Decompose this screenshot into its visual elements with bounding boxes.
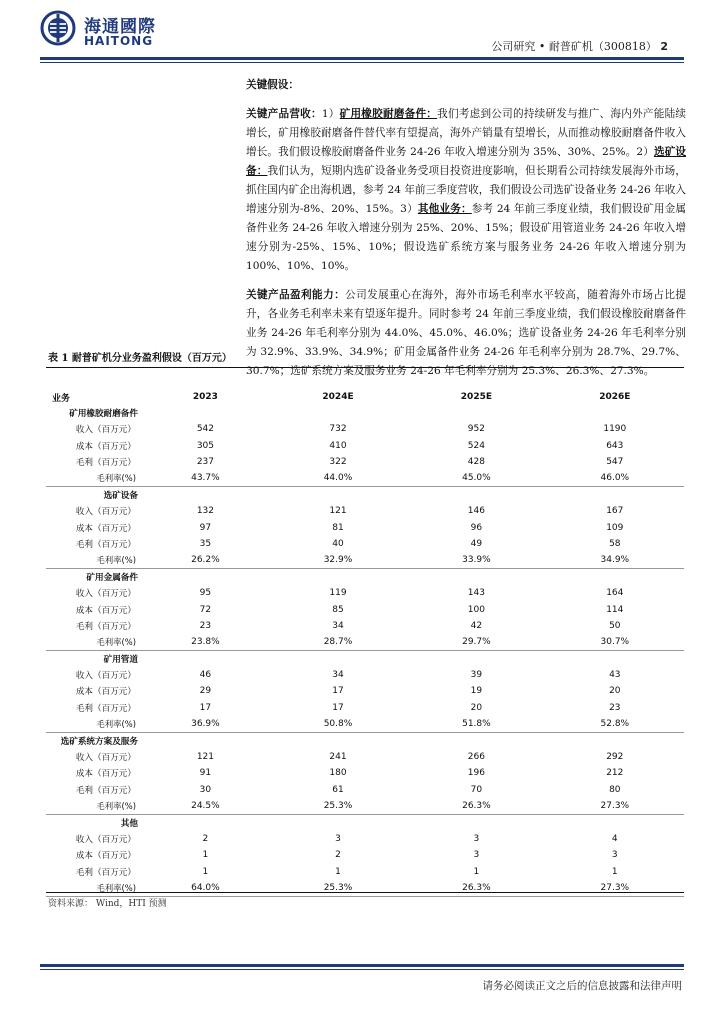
- table-empty-cell: [407, 405, 545, 421]
- table-cell: 1: [611, 866, 618, 877]
- table-row-label: 收入（百万元）: [75, 507, 136, 518]
- table-row-label: 成本（百万元）: [75, 605, 136, 616]
- table-cell: 100: [467, 604, 485, 615]
- table-section-name: 选矿系统方案及服务: [60, 737, 138, 748]
- table-cell: 322: [329, 456, 347, 467]
- table-cell: 114: [606, 604, 624, 615]
- table-cell: 196: [467, 768, 485, 779]
- table-empty-cell: [546, 569, 684, 586]
- table-cell: 85: [332, 604, 344, 615]
- table-row: [46, 470, 684, 487]
- table-cell: 17: [332, 702, 344, 713]
- segment-equipment-label: 选矿设备：: [246, 146, 686, 177]
- table-cell: 58: [609, 538, 621, 549]
- table-cell: 72: [199, 604, 212, 615]
- table-title: 表 1 耐普矿机分业务盈利假设（百万元）: [48, 353, 232, 364]
- table-cell: 121: [196, 752, 214, 763]
- table-cell: 46.0%: [546, 470, 684, 487]
- table-empty-cell: [269, 651, 407, 668]
- table-empty-cell: [142, 814, 269, 831]
- table-empty-cell: [142, 732, 269, 749]
- table-cell: 26.2%: [142, 552, 269, 569]
- table-cell: 26.3%: [407, 880, 545, 897]
- table-cell: 64.0%: [142, 880, 269, 897]
- haitong-logo-icon: [40, 10, 76, 46]
- table-row-label: 毛利率(%): [46, 634, 142, 651]
- table-cell: 51.8%: [407, 716, 545, 733]
- header-rule: [40, 57, 684, 60]
- table-cell: 96: [470, 522, 483, 533]
- table-row: [46, 667, 684, 683]
- table-cell: 97: [199, 522, 212, 533]
- table-row-label: 收入（百万元）: [75, 589, 136, 600]
- table-row: [46, 683, 684, 699]
- table-cell: 35: [199, 538, 212, 549]
- table-top-rule: [46, 367, 684, 368]
- table-empty-cell: [269, 405, 407, 421]
- table-cell: 2: [202, 834, 209, 845]
- table-row-label: 毛利（百万元）: [75, 703, 136, 714]
- table-cell: 428: [467, 456, 485, 467]
- table-section-row: [46, 651, 684, 668]
- header-doc-info: [491, 38, 668, 54]
- table-section-row: [46, 732, 684, 749]
- table-row: [46, 552, 684, 569]
- table-row-label: 毛利（百万元）: [75, 867, 136, 878]
- table-row: [46, 618, 684, 634]
- table-cell: 70: [470, 784, 483, 795]
- segment-other-label: 其他业务：: [417, 203, 472, 215]
- table-cell: 27.3%: [546, 798, 684, 815]
- table-header-cell: 业务: [52, 393, 71, 404]
- assumptions-section: [246, 76, 686, 391]
- table-cell: 20: [470, 702, 483, 713]
- table-cell: 524: [467, 440, 485, 451]
- table-empty-cell: [407, 487, 545, 504]
- table-empty-cell: [269, 814, 407, 831]
- table-cell: 23: [199, 620, 212, 631]
- table-cell: 212: [606, 768, 624, 779]
- table-row: [46, 503, 684, 519]
- table-cell: 23: [609, 702, 621, 713]
- table-cell: 27.3%: [546, 880, 684, 897]
- table-row: [46, 634, 684, 651]
- table-cell: 241: [329, 752, 347, 763]
- table-cell: 2: [335, 850, 341, 861]
- revenue-text-b: 我们考虑到公司的持续研发与推广、海内外产能陆续增长，矿用橡胶耐磨备件替代率有望提高，海外产销量有望增长，从而推动橡胶耐磨备件收入增长。我们假设橡胶耐磨备件业务 24-26 年收入增速分别为 35%、30%、25%。2）: [246, 108, 687, 158]
- table-cell: 305: [196, 440, 214, 451]
- table-section-row: [46, 487, 684, 504]
- table-cell: 4: [611, 834, 618, 845]
- table-cell: 46: [199, 670, 212, 681]
- table-section-name: 矿用橡胶耐磨备件: [69, 409, 138, 420]
- table-row-label: 毛利率(%): [46, 716, 142, 733]
- table-cell: 732: [329, 424, 347, 435]
- table-row: [46, 536, 684, 552]
- table-section-name: 其他: [120, 818, 138, 829]
- table-cell: 17: [332, 686, 344, 697]
- table-cell: 91: [199, 768, 212, 779]
- table-header-row: [46, 389, 684, 405]
- table-cell: 410: [329, 440, 347, 451]
- segment-profit-table: [46, 389, 684, 897]
- table-source: 资料来源： Wind，HTI 预测: [48, 899, 167, 909]
- table-cell: 25.3%: [269, 798, 407, 815]
- table-cell: 180: [329, 768, 347, 779]
- table-cell: 547: [606, 456, 624, 467]
- table-cell: 1190: [603, 424, 627, 435]
- revenue-label: 关键产品营收：: [246, 108, 322, 120]
- table-empty-cell: [142, 651, 269, 668]
- table-empty-cell: [407, 732, 545, 749]
- segment-rubber-label: 矿用橡胶耐磨备件：: [339, 108, 438, 120]
- table-cell: 3: [335, 834, 341, 845]
- table-cell: 19: [470, 686, 483, 697]
- profit-label: 关键产品盈利能力：: [246, 289, 346, 301]
- table-row: [46, 438, 684, 454]
- table-cell: 32.9%: [269, 552, 407, 569]
- revenue-text-a: 1）: [321, 108, 340, 120]
- table-cell: 3: [473, 850, 480, 861]
- table-empty-cell: [407, 814, 545, 831]
- table-row-label: 成本（百万元）: [75, 851, 136, 862]
- table-cell: 50: [609, 620, 621, 631]
- table-row-label: 收入（百万元）: [75, 753, 136, 764]
- footer-rule-thin: [40, 969, 684, 970]
- table-row: [46, 765, 684, 781]
- table-row: [46, 831, 684, 847]
- table-cell: 20: [609, 686, 621, 697]
- table-row-label: 毛利率(%): [46, 552, 142, 569]
- table-cell: 28.7%: [269, 634, 407, 651]
- table-header-cell: 2026E: [599, 392, 631, 403]
- table-row: [46, 847, 684, 863]
- table-row-label: 毛利（百万元）: [75, 457, 136, 468]
- table-empty-cell: [546, 405, 684, 421]
- table-cell: 121: [329, 506, 347, 517]
- table-section-name: 矿用金属备件: [86, 573, 138, 584]
- table-cell: 40: [332, 538, 344, 549]
- table-cell: 43: [609, 670, 621, 681]
- table-cell: 81: [332, 522, 344, 533]
- table-empty-cell: [142, 569, 269, 586]
- table-row: [46, 601, 684, 617]
- table-cell: 30.7%: [546, 634, 684, 651]
- table-cell: 3: [473, 834, 480, 845]
- table-cell: 164: [606, 588, 624, 599]
- table-cell: 30: [199, 784, 212, 795]
- table-cell: 109: [606, 522, 624, 533]
- table-cell: 61: [332, 784, 344, 795]
- table-cell: 52.8%: [546, 716, 684, 733]
- table-empty-cell: [407, 569, 545, 586]
- table-row-label: 毛利（百万元）: [75, 785, 136, 796]
- table-cell: 29: [199, 686, 212, 697]
- revenue-paragraph: [246, 105, 686, 276]
- table-cell: 542: [196, 424, 214, 435]
- table-empty-cell: [546, 651, 684, 668]
- table-cell: 26.3%: [407, 798, 545, 815]
- table-header-cell: 2023: [192, 392, 218, 403]
- table-cell: 23.8%: [142, 634, 269, 651]
- table-cell: 266: [467, 752, 485, 763]
- table-cell: 146: [467, 506, 485, 517]
- table-empty-cell: [546, 732, 684, 749]
- table-row-label: 毛利率(%): [46, 798, 142, 815]
- table-cell: 29.7%: [407, 634, 545, 651]
- profit-text: 公司发展重心在海外，海外市场毛利率水平较高，随着海外市场占比提升，各业务毛利率未来有望逐年提升。同时参考 24 年前三季度业绩，我们假设橡胶耐磨备件业务 24-26 年毛利率分别为 44.0%、45.0%、46.0%；选矿设备业务 24-26 年毛利率分别为 32.9%、33.9%、34.9%；矿用金属备件业务 24-26 年毛利率分别为 28.7%、29.7%、30.7%；选矿系统方案及服务业务 24-26 年毛利率分别为 25.3%、26.3%、27.3%。: [246, 289, 686, 377]
- table-section-row: [46, 405, 684, 421]
- table-cell: 49: [470, 538, 483, 549]
- table-cell: 17: [199, 702, 212, 713]
- table-row-label: 毛利率(%): [46, 880, 142, 897]
- table-row: [46, 421, 684, 437]
- table-cell: 80: [609, 784, 621, 795]
- table-section-row: [46, 569, 684, 586]
- header-doc-type: 公司研究 • 耐普矿机（300818）: [491, 40, 657, 53]
- table-row-label: 成本（百万元）: [75, 441, 136, 452]
- table-bottom-rule: [46, 892, 684, 893]
- table-cell: 167: [606, 506, 624, 517]
- table-cell: 36.9%: [142, 716, 269, 733]
- table-cell: 50.8%: [269, 716, 407, 733]
- table-header-cell: 2024E: [322, 392, 354, 403]
- table-row-label: 收入（百万元）: [75, 835, 136, 846]
- table-cell: 45.0%: [407, 470, 545, 487]
- table-row: [46, 716, 684, 733]
- table-cell: 1: [335, 866, 341, 877]
- table-cell: 43.7%: [142, 470, 269, 487]
- table-row-label: 成本（百万元）: [75, 523, 136, 534]
- table-cell: 39: [470, 670, 483, 681]
- table-row-label: 毛利（百万元）: [75, 539, 136, 550]
- table-row-label: 毛利（百万元）: [75, 621, 136, 632]
- table-row: [46, 585, 684, 601]
- table-row-label: 成本（百万元）: [75, 687, 136, 698]
- table-cell: 952: [467, 424, 485, 435]
- revenue-text-d: 参考 24 年前三季度业绩，我们假设矿用金属备件业务 24-26 年收入增速分别为 25%、20%、15%；假设矿用管道业务 24-26 年收入增速分别为-25%、15%、10%；假设选矿系统方案与服务业务 24-26 年收入增速分别为 100%、10%、10%。: [246, 203, 687, 272]
- footer-rule: [40, 964, 684, 967]
- logo-chinese-name: 海通國際: [84, 17, 156, 37]
- table-cell: 25.3%: [269, 880, 407, 897]
- table-section-name: 选矿设备: [103, 491, 138, 502]
- table-section-row: [46, 814, 684, 831]
- table-empty-cell: [142, 487, 269, 504]
- table-cell: 34.9%: [546, 552, 684, 569]
- table-row: [46, 454, 684, 470]
- table-cell: 119: [329, 588, 347, 599]
- table-row: [46, 863, 684, 879]
- table-empty-cell: [269, 732, 407, 749]
- table-row-label: 毛利率(%): [46, 470, 142, 487]
- table-header-cell: 2025E: [460, 392, 492, 403]
- table-row: [46, 700, 684, 716]
- table-row: [46, 749, 684, 765]
- table-empty-cell: [407, 651, 545, 668]
- table-cell: 3: [611, 850, 618, 861]
- company-logo: [40, 10, 200, 50]
- table-row: [46, 520, 684, 536]
- table-section-name: 矿用管道: [103, 655, 138, 666]
- table-cell: 24.5%: [142, 798, 269, 815]
- table-row-label: 收入（百万元）: [75, 671, 136, 682]
- table-cell: 292: [606, 752, 624, 763]
- table-cell: 132: [196, 506, 214, 517]
- table-cell: 1: [473, 866, 480, 877]
- table-row-label: 收入（百万元）: [75, 425, 136, 436]
- footer-disclaimer: 请务必阅读正文之后的信息披露和法律声明: [482, 980, 682, 992]
- table-cell: 237: [196, 456, 214, 467]
- assumptions-title: 关键假设：: [246, 79, 299, 91]
- table-cell: 44.0%: [269, 470, 407, 487]
- table-empty-cell: [142, 405, 269, 421]
- table-empty-cell: [546, 814, 684, 831]
- table-row: [46, 798, 684, 815]
- table-empty-cell: [546, 487, 684, 504]
- page-number: 2: [660, 40, 668, 53]
- table-cell: 34: [332, 670, 344, 681]
- revenue-text-c: 我们认为，短期内选矿设备业务受项目投资进度影响，但长期看公司持续发展海外市场，抓住国内矿企出海机遇，参考 24 年前三季度营收，我们假设公司选矿设备业务 24-26 年收入增速分别为-8%、20%、15%。3）: [246, 165, 687, 215]
- table-cell: 643: [606, 440, 624, 451]
- table-cell: 1: [202, 850, 209, 861]
- table-empty-cell: [269, 487, 407, 504]
- table-cell: 34: [332, 620, 344, 631]
- table-cell: 42: [470, 620, 483, 631]
- table-row-label: 成本（百万元）: [75, 769, 136, 780]
- table-row: [46, 782, 684, 798]
- table-empty-cell: [269, 569, 407, 586]
- table-cell: 95: [199, 588, 212, 599]
- table-cell: 33.9%: [407, 552, 545, 569]
- table-cell: 1: [202, 866, 209, 877]
- table-row: [46, 880, 684, 897]
- header-rule-thin: [40, 62, 684, 63]
- logo-english-name: HAITONG: [84, 34, 154, 48]
- table-cell: 143: [467, 588, 485, 599]
